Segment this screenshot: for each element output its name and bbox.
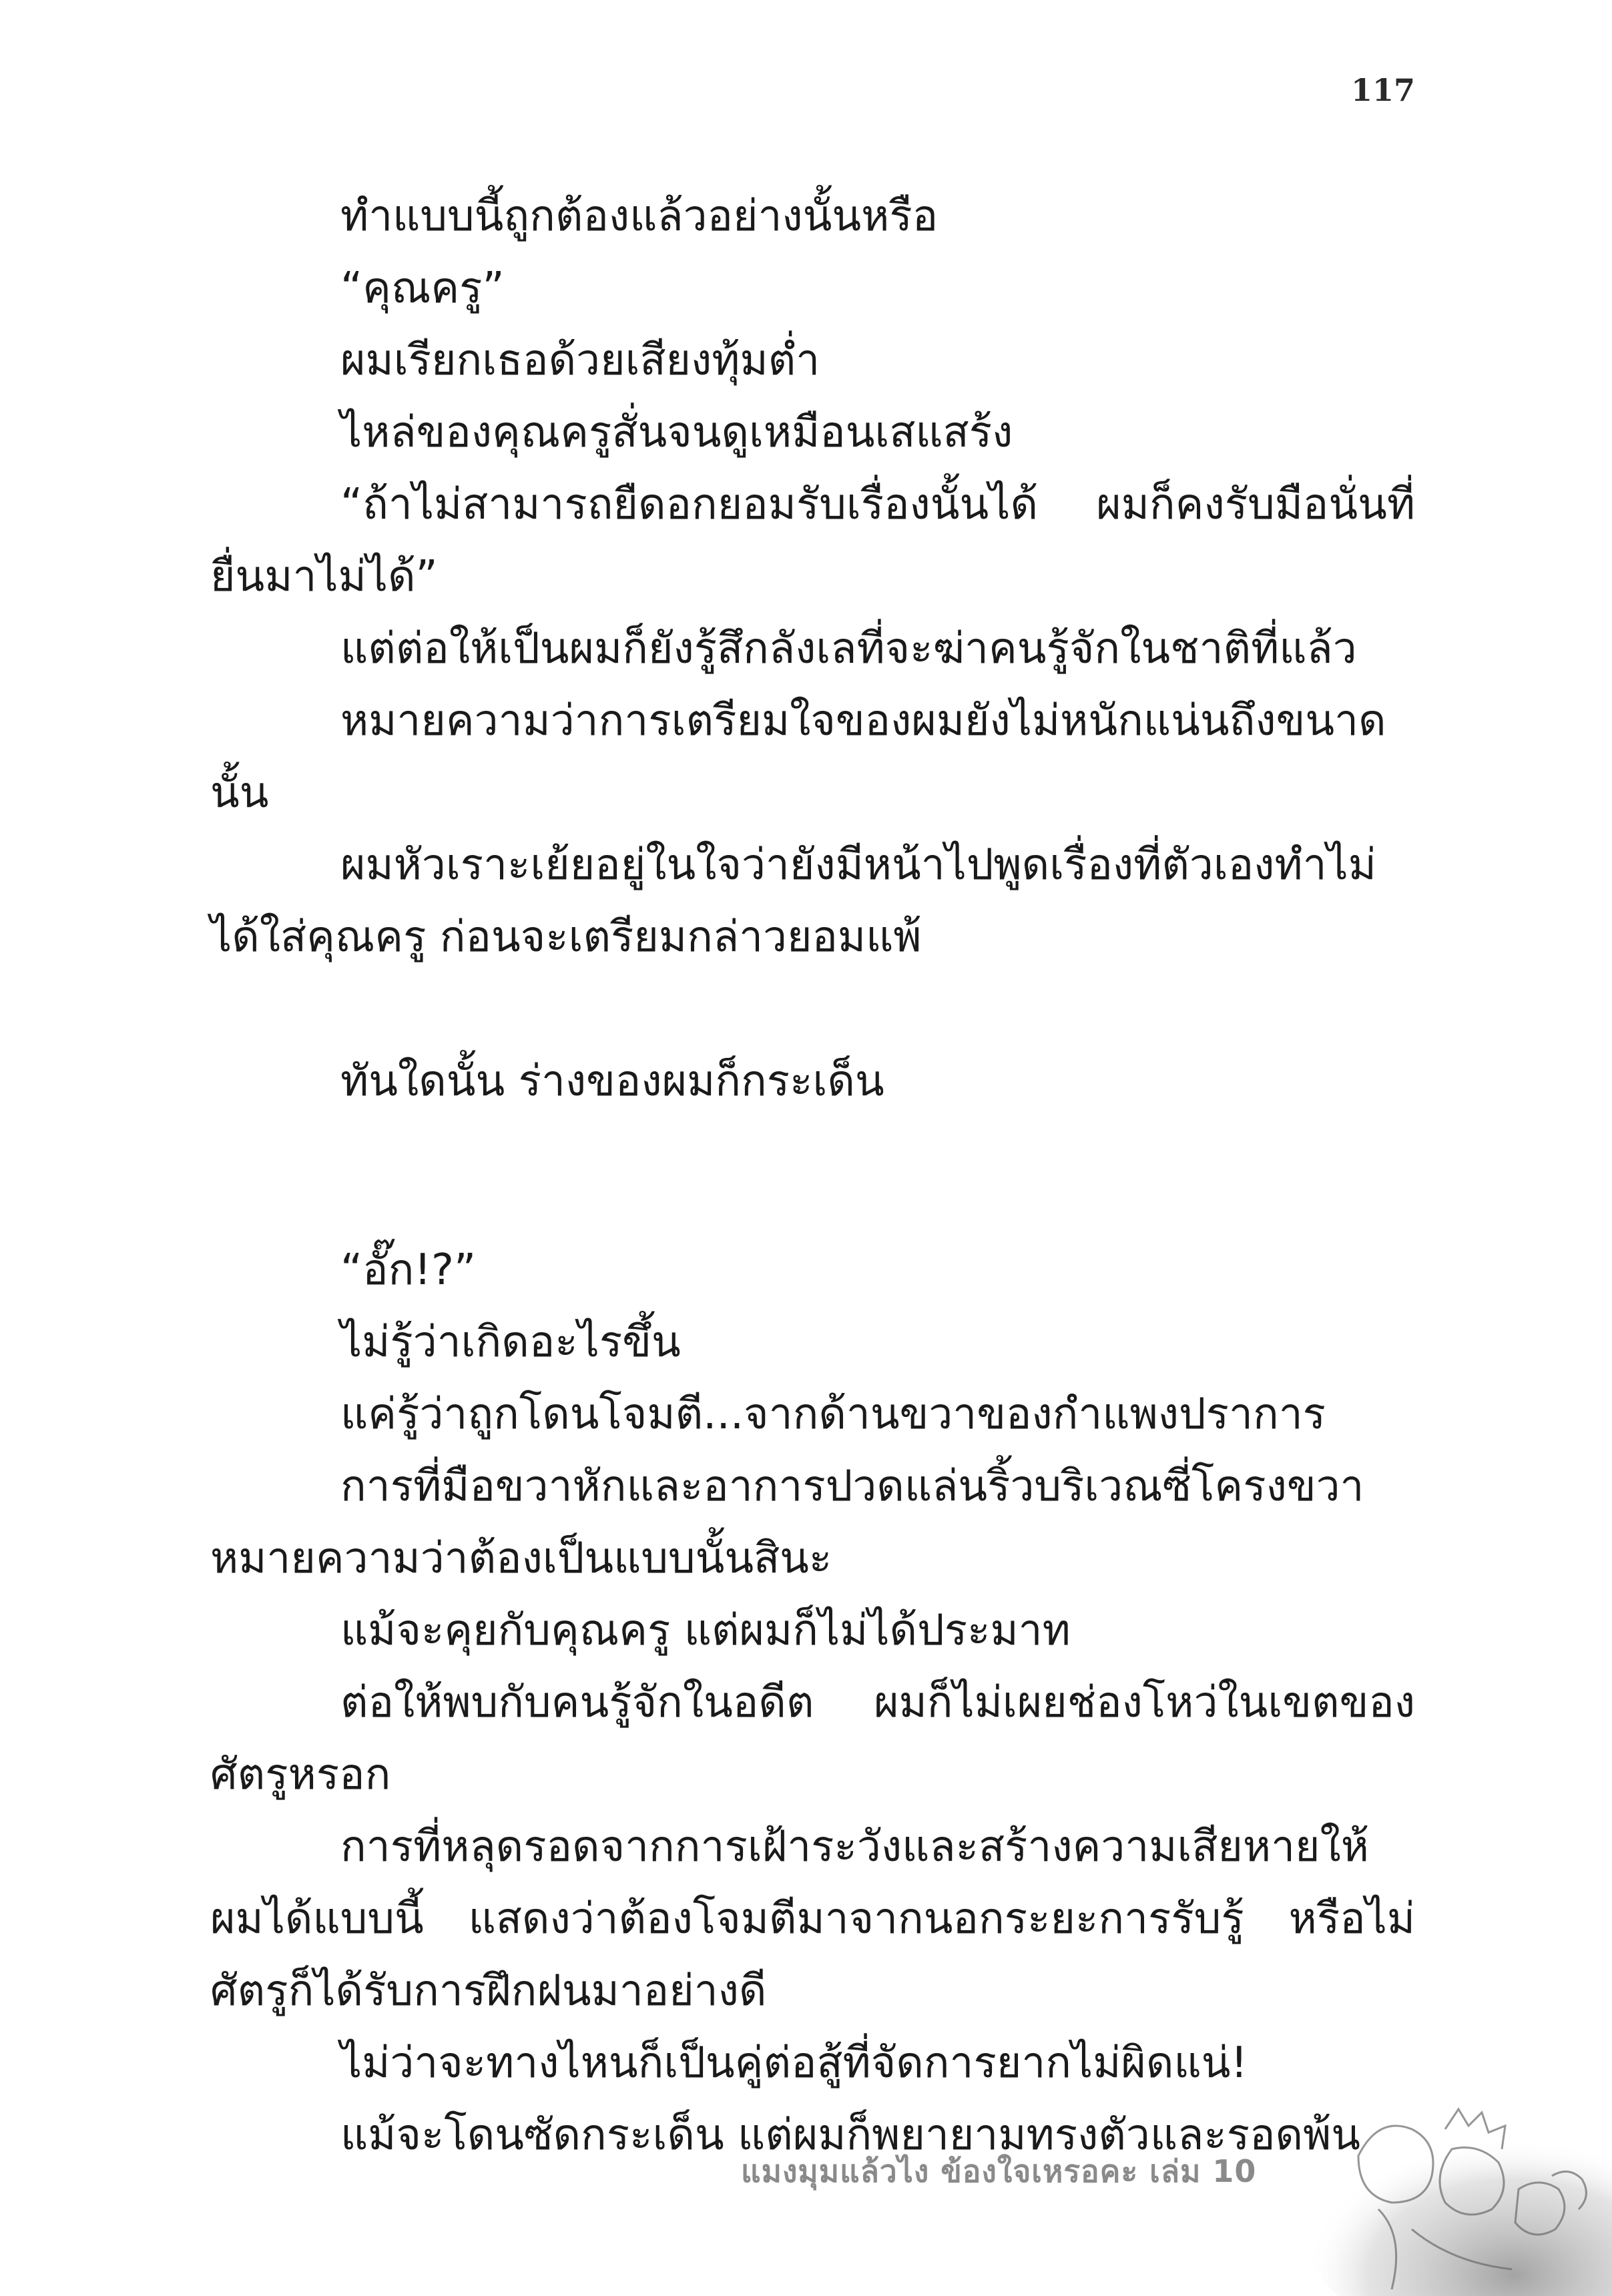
paragraph: “ถ้าไม่สามารถยืดอกยอมรับเรื่องนั้นได้ ผมก็คงรับมือนั่นที่ยื่นมาไม่ได้” (210, 480, 1415, 601)
footer-illustration (1278, 2076, 1612, 2296)
paragraph: การที่หลุดรอดจากการเฝ้าระวังและสร้างความเสียหายให้ผมได้แบบนี้ แสดงว่าต้องโจมตีมาจากนอกระยะการรับรู้ หรือไม่ศัตรูก็ได้รับการฝึกฝนมาอย่างดี (210, 1822, 1415, 2016)
paragraph: การที่มือขวาหักและอาการปวดแล่นริ้วบริเวณซี่โครงขวาหมายความว่าต้องเป็นแบบนั้นสินะ (210, 1462, 1364, 1583)
paragraph: ไม่ว่าจะทางไหนก็เป็นคู่ต่อสู้ที่จัดการยากไม่ผิดแน่! (340, 2038, 1248, 2088)
body-text (210, 180, 1415, 2171)
paragraph: แม้จะคุยกับคุณครู แต่ผมก็ไม่ได้ประมาท (340, 1606, 1071, 1655)
paragraph: ไหล่ของคุณครูสั่นจนดูเหมือนเสแสร้ง (340, 408, 1013, 457)
paragraph: ไม่รู้ว่าเกิดอะไรขึ้น (340, 1318, 681, 1367)
paragraph: “คุณครู” (340, 264, 505, 313)
book-title-footer: แมงมุมแล้วไง ข้องใจเหรอคะ เล่ม 10 (741, 2153, 1257, 2189)
page-number: 117 (1350, 72, 1415, 108)
scene-break-space (210, 1117, 1415, 1234)
paragraph: ผมเรียกเธอด้วยเสียงทุ้มต่ำ (340, 336, 820, 385)
paragraph: “อั๊ก!?” (340, 1245, 477, 1295)
paragraph: แค่รู้ว่าถูกโดนโจมตี...จากด้านขวาของกำแพงปราการ (340, 1390, 1326, 1439)
scene-paragraph: ทันใดนั้น ร่างของผมก็กระเด็น (340, 1057, 884, 1106)
paragraph: แม้จะโดนซัดกระเด็น แต่ผมก็พยายามทรงตัวและรอดพ้น (340, 2110, 1360, 2160)
paragraph: ต่อให้พบกับคนรู้จักในอดีต ผมก็ไม่เผยช่องโหว่ในเขตของศัตรูหรอก (210, 1678, 1415, 1799)
paragraph: แต่ต่อให้เป็นผมก็ยังรู้สึกลังเลที่จะฆ่าคนรู้จักในชาติที่แล้ว (340, 624, 1357, 673)
paragraph: ทำแบบนี้ถูกต้องแล้วอย่างนั้นหรือ (340, 192, 938, 241)
paragraph: ผมหัวเราะเย้ยอยู่ในใจว่ายังมีหน้าไปพูดเรื่องที่ตัวเองทำไม่ได้ใส่คุณครู ก่อนจะเตรียมกล่าวยอมแพ้ (210, 840, 1376, 962)
scene-break-space (210, 973, 1415, 1045)
paragraph: หมายความว่าการเตรียมใจของผมยังไม่หนักแน่นถึงขนาดนั้น (210, 696, 1386, 818)
